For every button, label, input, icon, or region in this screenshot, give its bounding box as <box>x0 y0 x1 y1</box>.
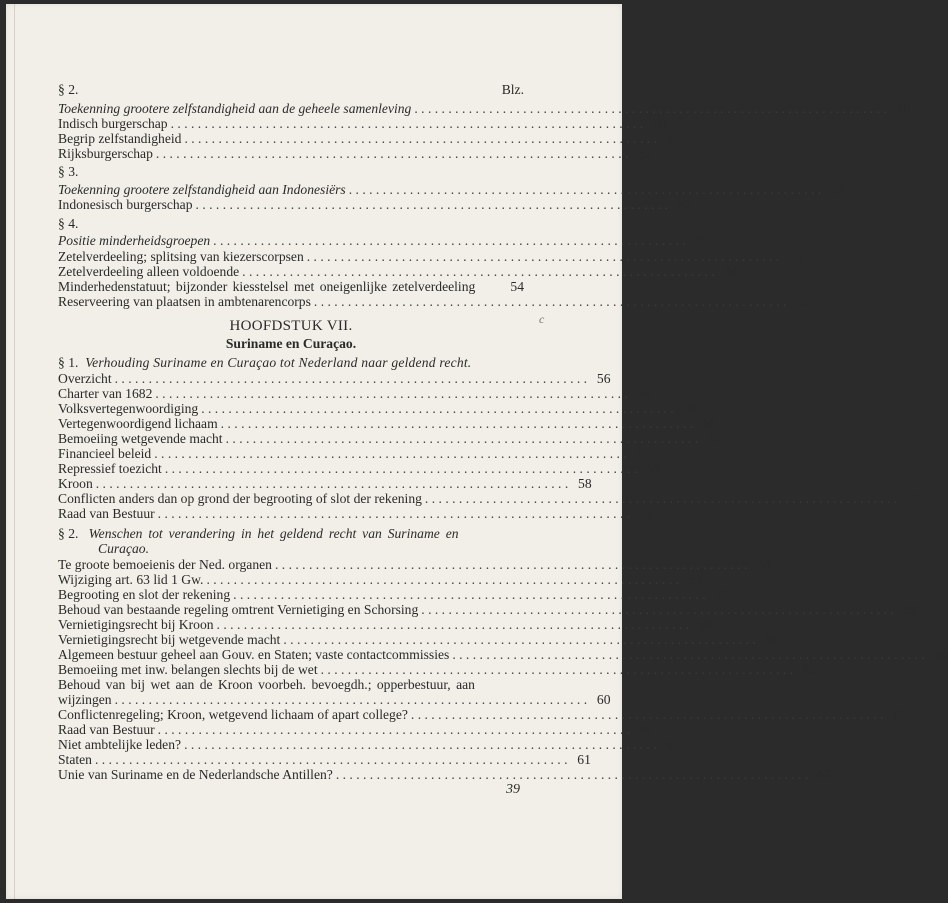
toc-entry <box>58 707 907 722</box>
section-heading-row <box>58 526 524 541</box>
toc-entry <box>58 491 921 506</box>
page-ref: 61 <box>639 722 654 737</box>
leader-dots: ...................................................................... <box>184 737 660 752</box>
chapter-subheading: Suriname en Curaçao. <box>225 336 357 351</box>
entry-label: Reserveering van plaatsen in ambtenarencorps <box>58 294 311 309</box>
toc-entry <box>58 557 771 572</box>
toc-entry <box>58 647 948 662</box>
page-number: 39 <box>506 782 520 797</box>
page-ref: 59 <box>715 587 730 602</box>
toc-entry <box>58 294 810 309</box>
section-number: § 2. <box>58 82 79 97</box>
entry-label: Behoud van bestaande regeling omtrent Vernietiging en Schorsing <box>58 602 419 617</box>
entry-label: Overzicht <box>58 371 112 386</box>
leader-dots: ...................................................................... <box>410 707 887 722</box>
toc-entry <box>58 662 817 677</box>
leader-dots: ...................................................................... <box>320 662 797 677</box>
leader-dots: ...................................................................... <box>313 294 790 309</box>
toc-entry <box>58 386 652 401</box>
page-ref: 50 <box>652 116 667 131</box>
entry-label: Indisch burgerschap <box>58 116 168 131</box>
entry-label: Zetelverdeeling alleen voldoende <box>58 264 240 279</box>
leader-dots: ...................................................................... <box>424 491 901 506</box>
page-ref: 60 <box>934 647 948 662</box>
leader-dots: ...................................................................... <box>94 752 571 767</box>
leader-dots: ...................................................................... <box>335 767 812 782</box>
page-ref: 55 <box>796 294 810 309</box>
leader-dots: ...................................................................... <box>233 587 710 602</box>
leader-dots: ...................................................................... <box>216 617 693 632</box>
section-number: § 1. <box>58 355 79 370</box>
entry-label: Algemeen bestuur geheel aan Gouv. en Staten; vaste contactcommissies <box>58 647 450 662</box>
page-ref: 59 <box>688 572 703 587</box>
entry-label: Begrooting en slot der rekening <box>58 587 231 602</box>
leader-dots: ...................................................................... <box>164 461 641 476</box>
toc-entry <box>58 249 803 264</box>
toc-entry-wrapped: Behoud van bij wet aan de Kroon voorbeh. bevoegdh.; opperbestuur, aan <box>58 677 475 692</box>
leader-dots: ...................................................................... <box>155 146 632 161</box>
leader-dots: ...................................................................... <box>206 572 683 587</box>
leader-dots: ...................................................................... <box>220 416 697 431</box>
entry-label: Bemoeiing wetgevende macht <box>58 431 223 446</box>
leader-dots: ...................................................................... <box>154 446 631 461</box>
toc-entry <box>58 767 832 782</box>
entry-label: Begrip zelfstandigheid <box>58 131 182 146</box>
entry-label: Minderhedenstatuut; bijzonder kiesstelsel met oneigenlijke zetelverdeeling <box>58 279 476 294</box>
entry-label: Te groote bemoeienis der Ned. organen <box>58 557 272 572</box>
toc-entry <box>58 279 524 294</box>
page-ref: 52 <box>695 233 710 248</box>
page-ref: 60 <box>765 632 780 647</box>
entry-label: Unie van Suriname en de Nederlandsche Antillen? <box>58 767 333 782</box>
section-title: Toekenning grootere zelfstandigheid aan de geheele samenleving <box>58 101 412 116</box>
page-ref: 58 <box>639 506 654 521</box>
entry-label: Vernietigingsrecht bij wetgevende macht <box>58 632 281 647</box>
entry-label: Staten <box>58 752 92 767</box>
toc-entry <box>58 722 654 737</box>
leader-dots: ...................................................................... <box>213 233 690 248</box>
leader-dots: ...................................................................... <box>95 476 572 491</box>
entry-label: Charter van 1682 <box>58 386 153 401</box>
entry-label: Raad van Bestuur <box>58 506 155 521</box>
page-ref: 58 <box>757 557 771 572</box>
leader-dots: ...................................................................... <box>348 182 825 197</box>
entry-label: wijzingen <box>58 692 112 707</box>
entry-label: Conflictenregeling; Kroon, wetgevend lichaam of apart college? <box>58 707 408 722</box>
page-ref: 57 <box>707 431 722 446</box>
page-ref: 56 <box>637 386 652 401</box>
leader-dots: ...................................................................... <box>274 557 751 572</box>
toc-entry <box>58 146 652 161</box>
leader-dots: ...................................................................... <box>306 249 783 264</box>
section-title: Toekenning grootere zelfstandigheid aan Indonesiërs <box>58 182 346 197</box>
leader-dots: ...................................................................... <box>155 386 632 401</box>
section-title-row <box>58 182 845 197</box>
book-page <box>6 4 948 899</box>
toc-entry <box>58 602 918 617</box>
leader-dots: ...................................................................... <box>114 371 591 386</box>
toc-entry <box>58 476 592 491</box>
entry-label: Kroon <box>58 476 93 491</box>
toc-entry <box>58 197 692 212</box>
section-heading-row <box>58 355 524 370</box>
entry-label: Raad van Bestuur <box>58 722 155 737</box>
section-number: § 2. <box>58 526 79 541</box>
leader-dots: ...................................................................... <box>242 264 719 279</box>
section-title-line1: Wenschen tot verandering in het geldend recht van Suriname en <box>88 526 459 541</box>
toc-entry <box>58 131 681 146</box>
page-ref: 59 <box>903 602 918 617</box>
section-title-row <box>58 233 710 248</box>
toc-entry <box>58 371 611 386</box>
entry-label: Volksvertegenwoordiging <box>58 401 199 416</box>
leader-dots: ...................................................................... <box>170 116 647 131</box>
entry-label: Niet ambtelijke leden? <box>58 737 182 752</box>
entry-label: Conflicten anders dan op grond der begrooting of slot der rekening <box>58 491 422 506</box>
leader-dots: ...................................................................... <box>201 401 678 416</box>
page-ref: 56 <box>683 401 698 416</box>
page-ref: 56 <box>702 416 717 431</box>
page-ref: 60 <box>802 662 817 677</box>
section-number: § 3. <box>58 164 79 179</box>
toc-entry <box>58 587 730 602</box>
page-ref: 54 <box>510 279 524 294</box>
entry-label: Indonesisch burgerschap <box>58 197 193 212</box>
page-ref: 58 <box>907 491 921 506</box>
leader-dots: ...................................................................... <box>414 101 891 116</box>
page-ref: 60 <box>596 692 611 707</box>
page-ref: 58 <box>578 476 592 491</box>
toc-entry <box>58 737 680 752</box>
leader-dots: ...................................................................... <box>421 602 898 617</box>
entry-label: Vertegenwoordigend lichaam <box>58 416 218 431</box>
page-ref: 61 <box>893 707 907 722</box>
section-number: § 4. <box>58 216 79 231</box>
toc-entry <box>58 572 703 587</box>
leader-dots: ...................................................................... <box>283 632 760 647</box>
section-title-line2: Curaçao. <box>98 541 149 556</box>
chapter-heading: HOOFDSTUK VII. <box>229 318 353 334</box>
entry-label: Bemoeiing met inw. belangen slechts bij de wet <box>58 662 318 677</box>
toc-entry <box>58 632 780 647</box>
leader-dots: ...................................................................... <box>157 722 634 737</box>
entry-label: Financieel beleid <box>58 446 152 461</box>
leader-dots: ...................................................................... <box>114 692 591 707</box>
section-title: Verhouding Suriname en Curaçao tot Nederland naar geldend recht. <box>85 355 472 370</box>
page-ref: 61 <box>577 752 591 767</box>
page-ref: 62 <box>818 767 832 782</box>
leader-dots: ...................................................................... <box>184 131 661 146</box>
entry-label: Repressief toezicht <box>58 461 162 476</box>
page-ref: 50 <box>666 131 681 146</box>
toc-entry <box>58 401 698 416</box>
page-ref: 60 <box>698 617 713 632</box>
toc-entry <box>58 264 739 279</box>
margin-pencil-mark: c <box>539 312 545 326</box>
page-ref: 52 <box>831 182 845 197</box>
leader-dots: ...................................................................... <box>452 647 929 662</box>
entry-label: Zetelverdeeling; splitsing van kiezerscorpsen <box>58 249 304 264</box>
toc-entry <box>58 431 722 446</box>
toc-entry <box>58 506 654 521</box>
section-title: Positie minderheidsgroepen <box>58 233 211 248</box>
toc-entry <box>58 446 651 461</box>
toc-entry <box>58 461 661 476</box>
toc-entry <box>58 617 713 632</box>
page-ref: 57 <box>647 461 661 476</box>
page-ref: 61 <box>666 737 680 752</box>
page-ref: 57 <box>636 446 651 461</box>
page-ref: 52 <box>638 146 652 161</box>
page-ref: 50 <box>896 101 911 116</box>
page-column-label: Blz. <box>501 82 524 97</box>
leader-dots: ...................................................................... <box>195 197 672 212</box>
toc-entry <box>58 692 611 707</box>
page-ref: 56 <box>596 371 611 386</box>
section-title-row <box>58 101 911 116</box>
toc-entry <box>58 752 591 767</box>
toc-entry <box>58 116 667 131</box>
page-ref: 53 <box>789 249 803 264</box>
leader-dots: ...................................................................... <box>157 506 634 521</box>
entry-label: Rijksburgerschap <box>58 146 153 161</box>
entry-label: Wijziging art. 63 lid 1 Gw. <box>58 572 204 587</box>
leader-dots: ...................................................................... <box>225 431 702 446</box>
entry-label: Vernietigingsrecht bij Kroon <box>58 617 214 632</box>
page-ref: 52 <box>677 197 692 212</box>
toc-entry <box>58 416 717 431</box>
page-ref: 54 <box>724 264 739 279</box>
